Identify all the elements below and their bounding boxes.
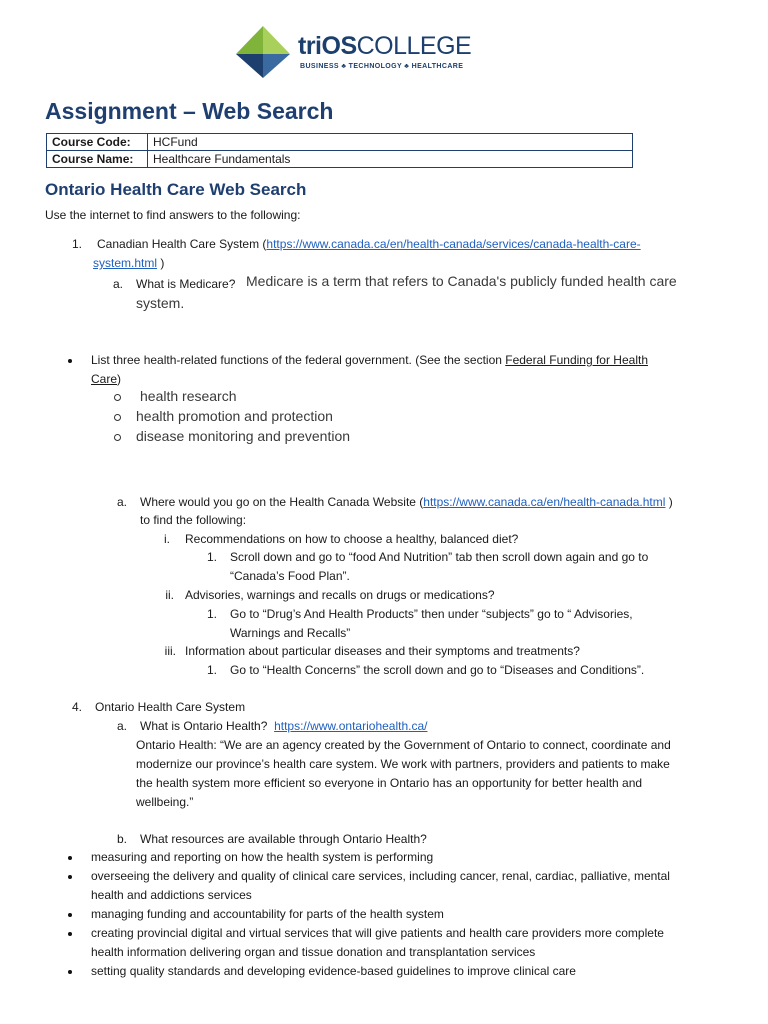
list-marker: b. bbox=[117, 832, 128, 846]
bullet-icon bbox=[68, 913, 72, 917]
list-marker: a. bbox=[117, 495, 128, 509]
circle-bullet-icon bbox=[114, 394, 121, 401]
sub-question: Advisories, warnings and recalls on drugs or medications? bbox=[185, 588, 495, 602]
circle-bullet-icon bbox=[114, 434, 121, 441]
list-marker: 1. bbox=[206, 550, 217, 564]
section-title: Ontario Health Care Web Search bbox=[45, 180, 307, 199]
sub-question: Recommendations on how to choose a healthy, balanced diet? bbox=[185, 532, 519, 546]
course-code-value: HCFund bbox=[148, 134, 633, 151]
website-question-cont: to find the following: bbox=[140, 513, 247, 527]
bullet-icon bbox=[68, 359, 72, 363]
paren-text: ) bbox=[117, 372, 122, 386]
sub-answer: Scroll down and go to “food And Nutrition” tab then scroll down again and go to bbox=[230, 550, 649, 564]
bullet-icon bbox=[68, 932, 72, 936]
page-title: Assignment – Web Search bbox=[45, 98, 334, 124]
functions-question-cont bbox=[91, 370, 121, 389]
list-marker: a. bbox=[117, 719, 128, 733]
circle-bullet-icon bbox=[114, 414, 121, 421]
quote-line: the health system more efficient so everyone in Ontario has an opportunity for better health and bbox=[136, 776, 643, 790]
list-marker: a. bbox=[113, 277, 124, 291]
quote-line: wellbeing.” bbox=[136, 795, 194, 809]
question-4: Ontario Health Care System bbox=[95, 700, 246, 714]
resource-item: managing funding and accountability for parts of the health system bbox=[91, 907, 444, 921]
section-reference-cont: Care bbox=[91, 372, 118, 386]
question-number: 4. bbox=[71, 700, 82, 714]
medicare-answer-line1: Medicare is a term that refers to Canada's publicly funded health care bbox=[246, 273, 677, 289]
table-row bbox=[47, 151, 633, 168]
medicare-answer-line2: system. bbox=[136, 295, 185, 311]
course-name-label: Course Name: bbox=[47, 151, 148, 168]
function-item: health promotion and protection bbox=[136, 408, 333, 424]
roman-marker: iii. bbox=[164, 644, 176, 658]
question-text: What is Ontario Health? bbox=[140, 719, 268, 733]
list-marker: 1. bbox=[206, 607, 217, 621]
logo-tagline: BUSINESS ♣ TECHNOLOGY ♣ HEALTHCARE bbox=[300, 63, 464, 70]
pyramid-logo-icon bbox=[232, 24, 294, 80]
bullet-icon bbox=[68, 875, 72, 879]
course-name-value: Healthcare Fundamentals bbox=[148, 151, 633, 168]
functions-question bbox=[91, 351, 648, 370]
resource-item: creating provincial digital and virtual services that will give patients and health care providers more complete bbox=[91, 926, 664, 940]
function-item: health research bbox=[140, 388, 237, 404]
question-number: 1. bbox=[71, 237, 82, 251]
health-care-system-link[interactable]: https://www.canada.ca/en/health-canada/services/canada-health-care- bbox=[266, 237, 641, 251]
resources-question: What resources are available through Ontario Health? bbox=[140, 832, 427, 846]
resource-item: overseeing the delivery and quality of clinical care services, including cancer, renal, cardiac, palliative, mental bbox=[91, 869, 670, 883]
resource-item: setting quality standards and developing evidence-based guidelines to improve clinical care bbox=[91, 964, 576, 978]
question-text: Canadian Health Care System ( bbox=[97, 237, 267, 251]
function-item: disease monitoring and prevention bbox=[136, 428, 351, 444]
resource-item: measuring and reporting on how the health system is performing bbox=[91, 850, 434, 864]
health-care-system-link-cont[interactable]: system.html bbox=[93, 256, 158, 270]
question-1-cont bbox=[93, 254, 164, 273]
logo-wordmark: triOSCOLLEGE bbox=[298, 32, 472, 60]
college-logo bbox=[232, 24, 472, 80]
health-canada-link[interactable]: https://www.canada.ca/en/health-canada.html bbox=[423, 495, 666, 509]
medicare-question: What is Medicare? bbox=[136, 277, 236, 291]
sub-question: Information about particular diseases and their symptoms and treatments? bbox=[185, 644, 580, 658]
ontario-health-question bbox=[140, 717, 427, 736]
website-text: Where would you go on the Health Canada Website ( bbox=[140, 495, 424, 509]
sub-answer: Go to “Drug’s And Health Products” then under “subjects” go to “ Advisories, bbox=[230, 607, 633, 621]
course-code-label: Course Code: bbox=[47, 134, 148, 151]
paren-text: ) bbox=[665, 495, 673, 509]
functions-text: List three health-related functions of the federal government. (See the section bbox=[91, 353, 506, 367]
quote-line: modernize our province’s health care system. We work with partners, providers and patients to make bbox=[136, 757, 670, 771]
website-question bbox=[140, 493, 673, 512]
list-marker: 1. bbox=[206, 663, 217, 677]
ontario-health-link[interactable]: https://www.ontariohealth.ca/ bbox=[274, 719, 428, 733]
roman-marker: ii. bbox=[165, 588, 174, 602]
roman-marker: i. bbox=[164, 532, 170, 546]
sub-answer: Go to “Health Concerns” the scroll down and go to “Diseases and Conditions”. bbox=[230, 663, 645, 677]
bullet-icon bbox=[68, 970, 72, 974]
table-row bbox=[47, 134, 633, 151]
quote-line: Ontario Health: “We are an agency created by the Government of Ontario to connect, coordinate and bbox=[136, 738, 671, 752]
section-reference: Federal Funding for Health bbox=[505, 353, 648, 367]
sub-answer-cont: “Canada’s Food Plan”. bbox=[230, 569, 350, 583]
course-info-table bbox=[46, 133, 633, 168]
resource-item-cont: health and addictions services bbox=[91, 888, 252, 902]
paren-text: ) bbox=[157, 256, 165, 270]
question-1 bbox=[97, 235, 641, 254]
sub-answer-cont: Warnings and Recalls” bbox=[230, 626, 351, 640]
intro-text: Use the internet to find answers to the following: bbox=[45, 208, 301, 222]
bullet-icon bbox=[68, 856, 72, 860]
resource-item-cont: health information delivering organ and tissue donation and transplantation services bbox=[91, 945, 536, 959]
